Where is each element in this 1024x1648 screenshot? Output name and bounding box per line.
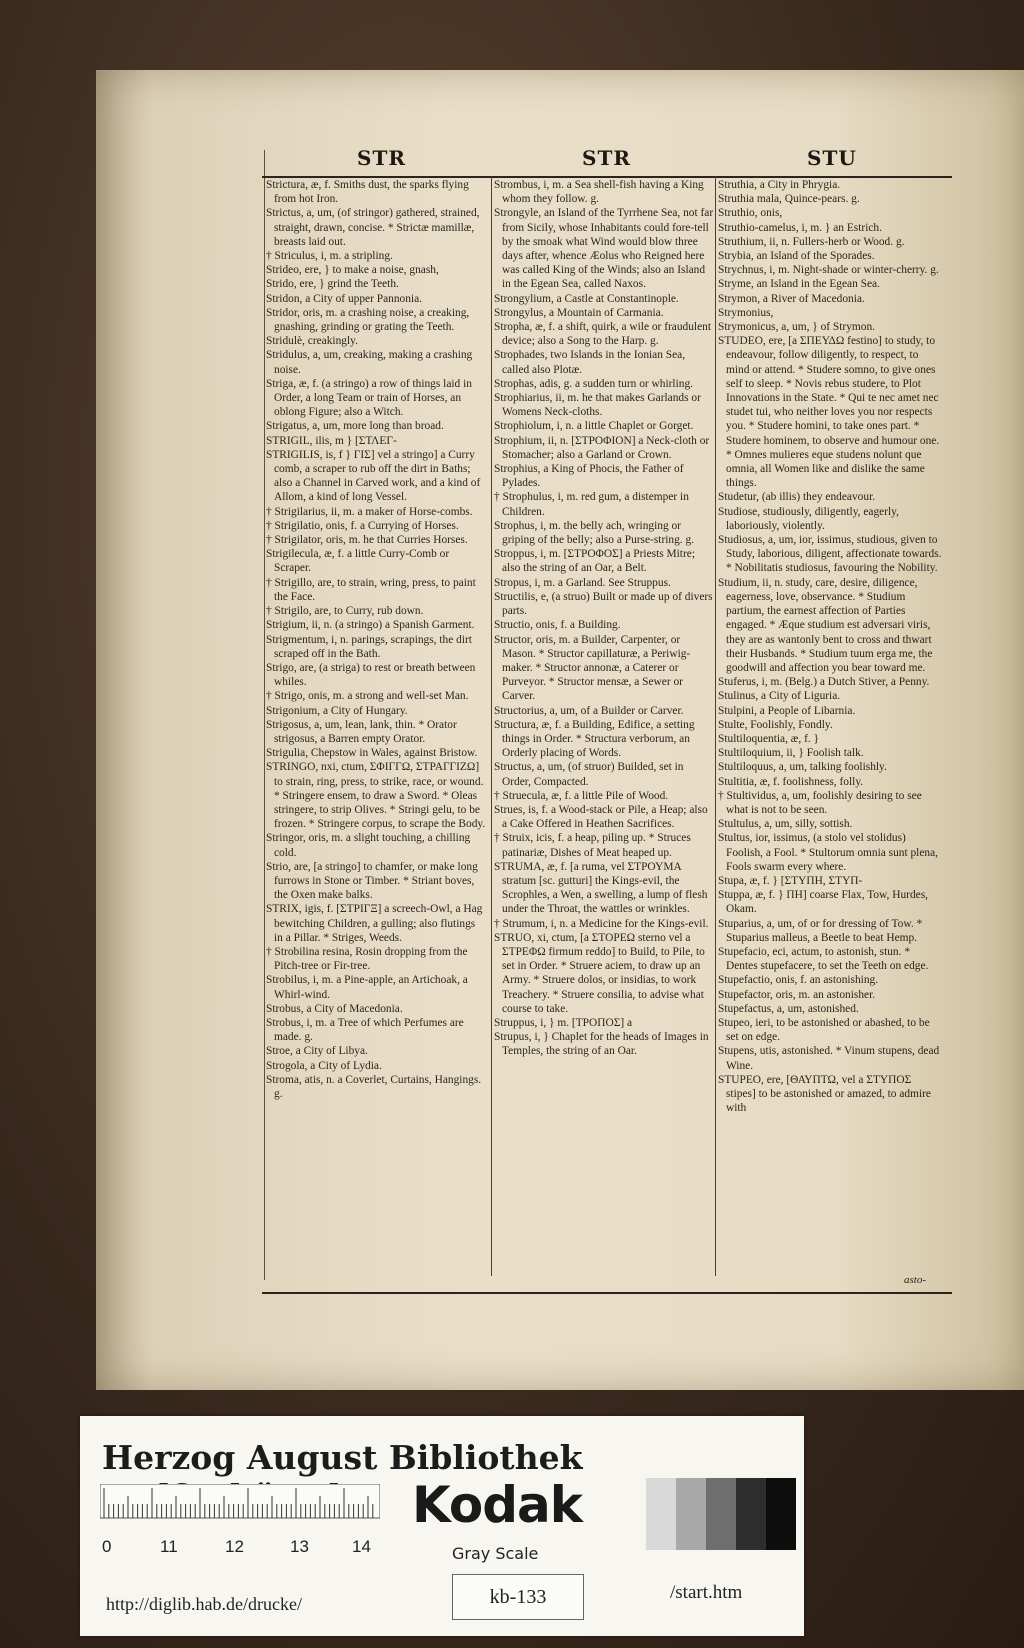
dictionary-entry: Strophus, i, m. the belly ach, wringing or griping of the belly; also a Purse-string. g. [494,519,695,547]
dictionary-entry: Strigonium, a City of Hungary. [266,704,408,717]
ruler-number: 11 [160,1537,178,1556]
dictionary-entry: Strophium, ii, n. [ΣΤΡΟΦΙΟΝ] a Neck-cloth or Stomacher; also a Garland or Crown. [494,434,710,461]
dictionary-entry: Strigatus, a, um, more long than broad. [266,420,444,433]
dictionary-entry: Struthio, onis, [718,207,783,220]
dictionary-entry: Strio, are, [a stringo] to chamfer, or make long furrows in Stone or Timber. * Striant boves, the Oxen make balks. [266,860,478,902]
dictionary-entry: † Strobilina resina, Rosin dropping from the Pitch-tree or Fir-tree. [266,945,468,973]
dictionary-entry: Stultus, ior, issimus, (a stolo vel stolidus) Foolish, a Fool. * Stultorum omnia sunt plena, Fools swarm every where. [718,832,938,873]
dictionary-entry: Stupeo, ieri, to be astonished or abashed, to be set on edge. [718,1016,930,1044]
dictionary-entry: Studetur, (ab illis) they endeavour. [718,491,876,504]
dictionary-entry: Struthio-camelus, i, m. } an Estrich. [718,221,882,234]
dictionary-entry: Stroma, atis, n. a Coverlet, Curtains, Hangings. g. [266,1073,482,1100]
dictionary-entry: Stulinus, a City of Liguria. [718,690,841,703]
dictionary-entry: Struthia mala, Quince-pears. g. [718,193,860,206]
dictionary-entry: Strigmentum, i, n. parings, scrapings, the dirt scraped off in the Bath. [266,633,472,660]
dictionary-entry: Strymonicus, a, um, } of Strymon. [718,321,876,334]
dictionary-entry: Structio, onis, f. a Building. [494,619,621,632]
dictionary-entry: Structura, æ, f. a Building, Edifice, a setting things in Order. * Structura verborum, an Orderly placing of Words. [494,718,695,760]
dictionary-entry: Stultiloquentia, æ, f. } [718,732,820,745]
dictionary-entry: Strophas, adis, g. a sudden turn or whirling. [494,377,693,390]
dictionary-entry: STRIX, igis, f. [ΣΤΡΙΓΞ] a screech-Owl, a Hag bewitching Children, a gulling; also flutings in a Pillar. * Striges, Weeds. [266,903,483,944]
dictionary-entry: STRIGILIS, is, f } ΓΙΣ] vel a stringo] a Curry comb, a scraper to rub off the dirt in Baths; also a Channel in Carved work, and a kind of Allom, a kind of long Vessel. [266,448,481,504]
dictionary-entry: Strobus, a City of Macedonia. [266,1002,403,1015]
dictionary-entry: Strychnus, i, m. Night-shade or winter-cherry. g. [718,264,939,277]
start-page-path: /start.htm [670,1582,743,1603]
dictionary-entry: Stridon, a City of upper Pannonia. [266,292,422,305]
dictionary-entry: Strymonius, [718,306,774,319]
dictionary-entry: Stulte, Foolishly, Fondly. [718,718,833,731]
ruler-number: 12 [225,1537,244,1556]
dictionary-entry: Stroppus, i, m. [ΣΤΡΟΦΟΣ] a Priests Mitre; also the string of an Oar, a Belt. [494,548,695,575]
dictionary-entry: Strongylus, a Mountain of Carmania. [494,306,664,319]
kodak-logo: Kodak [412,1476,582,1534]
dictionary-entry: † Strigo, onis, m. a strong and well-set Man. [266,690,469,703]
grayscale-patches [646,1478,796,1550]
library-url: http://diglib.hab.de/drucke/ [106,1594,302,1614]
grayscale-label: Gray Scale [452,1544,539,1563]
dictionary-entry: † Striculus, i, m. a stripling. [266,250,393,263]
dictionary-entry: Stultitia, æ, f. foolishness, folly. [718,775,864,788]
column-2 [494,178,714,1268]
dictionary-entry: Stupefactus, a, um, astonished. [718,1002,859,1015]
dictionary-entry: STRIGIL, ilis, m } [ΣΤΛΕΓ- [266,434,397,447]
dictionary-entry: † Struix, icis, f. a heap, piling up. * Struces patinariæ, Dishes of Meat heaped up. [494,832,691,859]
ruler-number: 0 [102,1537,112,1556]
dictionary-entry: Studiose, studiously, diligently, eagerly, laboriously, violently. [718,505,899,532]
dictionary-entry: Strictus, a, um, (of stringor) gathered, strained, straight, drawn, concise. * Strictæ mamillæ, breasts laid out. [266,207,480,248]
bottom-rule [262,1292,952,1294]
running-head [262,140,952,178]
dictionary-entry: Struppus, i, } m. [ΤΡΟΠΟΣ] a [494,1016,633,1029]
dictionary-entry: Strophius, a King of Phocis, the Father of Pylades. [494,463,684,490]
dictionary-entry: STRUMA, æ, f. [a ruma, vel ΣΤΡΟΥΜΑ stratum [sc. gutturi] the Kings-evil, the Scrophles, a Wen, a swelling, a lump of flesh under the Throat, the wattles or wrinkles. [494,860,708,916]
dictionary-entry: Structorius, a, um, of a Builder or Carver. [494,704,684,717]
page-frame-rule [264,150,265,1280]
dictionary-entry: Structor, oris, m. a Builder, Carpenter, or Mason. * Structor capillaturæ, a Periwig-maker. * Structor annonæ, a Caterer or Purveyor. * Structor mensæ, a Sewer or Carver. [494,633,691,703]
shelfmark-box: kb-133 [452,1574,584,1620]
dictionary-entry: Strido, ere, } grind the Teeth. [266,278,399,291]
dictionary-entry: Strictura, æ, f. Smiths dust, the sparks flying from hot Iron. [266,179,469,206]
dictionary-entry: Strombus, i, m. a Sea shell-fish having a King whom they follow. g. [494,179,704,206]
dictionary-entry: † Strigilatio, onis, f. a Currying of Horses. [266,519,459,532]
dictionary-entry: Stupens, utis, astonished. * Vinum stupens, dead Wine. [718,1045,940,1072]
dictionary-entry: Strigulia, Chepstow in Wales, against Bristow. [266,747,478,760]
head-word-center: STR [582,146,631,170]
dictionary-entry: Studiosus, a, um, ior, issimus, studious, given to Study, laborious, diligent, affectionate towards. * Nobilitatis studiosus, favouring the Nobility. [718,534,942,575]
dictionary-entry: Stuppa, æ, f. } ΠΗ] coarse Flax, Tow, Hurdes, Okam. [718,889,928,916]
dictionary-entry: Stroe, a City of Libya. [266,1045,368,1058]
dictionary-entry: Stulpini, a People of Libarnia. [718,704,856,717]
dictionary-entry: Strigium, ii, n. (a stringo) a Spanish Garment. [266,619,475,632]
dictionary-entry: Strongyle, an Island of the Tyrrhene Sea, not far from Sicily, whose Inhabitants could fore-tell by the smoak what Wind would blow three days after, whence Æolus who Reigned here was called King of the Winds; also an Island in the Egean Sea, called Naxos. [494,207,714,291]
dictionary-entry: Stupefactor, oris, m. an astonisher. [718,988,876,1001]
dictionary-entry: Stridulè, creakingly. [266,335,358,348]
dictionary-entry: Strobilus, i, m. a Pine-apple, an Artichoak, a Whirl-wind. [266,974,468,1001]
library-target-card [80,1416,804,1636]
dictionary-entry: Strigo, are, (a striga) to rest or breath between whiles. [266,661,476,689]
head-word-left: STR [357,146,406,170]
dictionary-entry: † Stultividus, a, um, foolishly desiring to see what is not to be seen. [718,789,922,816]
dictionary-entry: † Strigillo, are, to strain, wring, press, to paint the Face. [266,576,476,603]
dictionary-entry: Structus, a, um, (of struor) Builded, set in Order, Compacted. [494,761,684,788]
dictionary-entry: Striga, æ, f. (a stringo) a row of things laid in Order, a long Team or train of Horses, an oblong Figure; also a Witch. [266,377,472,419]
dictionary-entry: Stryme, an Island in the Egean Sea. [718,278,880,291]
dictionary-entry: Stridulus, a, um, creaking, making a crashing noise. [266,349,473,376]
dictionary-entry: Strybia, an Island of the Sporades. [718,250,875,263]
dictionary-entry: STRINGO, nxi, ctum, ΣΦΙΓΓΩ, ΣΤΡΑΓΓΙΖΩ] to strain, ring, press, to strike, race, or wound. * Stringere ensem, to draw a Sword. * Oleas stringere, to strip Olives. * Stringi gelu, to be frozen. * Stringere corpus, to scrape the Body. [266,761,486,831]
dictionary-entry: STUDEO, ere, [a ΣΠΕΥΔΩ festino] to study, to endeavour, follow diligently, to respect, to mind or attend. * Studere somno, to give ones self to sleep. * Novis rebus studere, to Plot Innovations in the State. * Qui te nec amet nec studet tui, who neither loves you nor respects you. * Studere homini, to take ones part. * Studere hominem, to observe and humour one. * Omnes mulieres eque studens nolunt que omnia, all Women like and dislike the same things. [718,335,940,490]
scale-ruler [100,1484,380,1560]
dictionary-entry: Studium, ii, n. study, care, desire, diligence, eagerness, love, observance. * Studium partium, the earnest affection of Parties engaged. * Æque studium est adversari viris, they are as wantonly bent to cross and thwart their Husbands. * Studium tuum erga me, the goodwill and affection you bear toward me. [718,576,933,674]
column-1 [266,178,486,1268]
dictionary-entry: Strideo, ere, } to make a noise, gnash, [266,264,439,277]
dictionary-entry: † Strumum, i, n. a Medicine for the Kings-evil. [494,917,709,930]
dictionary-entry: Structilis, e, (a struo) Built or made up of divers parts. [494,590,713,618]
dictionary-entry: Stridor, oris, m. a crashing noise, a creaking, gnashing, grinding or grating the Teeth. [266,306,470,334]
dictionary-entry: Stuferus, i, m. (Belg.) a Dutch Stiver, a Penny. [718,676,930,689]
dictionary-entry: † Strophulus, i, m. red gum, a distemper in Children. [494,491,689,518]
catchword: asto- [904,1274,926,1286]
dictionary-entry: Stropha, æ, f. a shift, quirk, a wile or fraudulent device; also a Song to the Harp. g. [494,321,712,348]
dictionary-entry: Stupefacio, eci, actum, to astonish, stun. * Dentes stupefacere, to set the Teeth on edge. [718,945,929,973]
dictionary-entry: † Strigilator, oris, m. he that Curries Horses. [266,534,468,547]
dictionary-entry: Strophiolum, i, n. a little Chaplet or Gorget. [494,420,694,433]
dictionary-entry: Strigosus, a, um, lean, lank, thin. * Orator strigosus, a Barren empty Orator. [266,718,457,745]
column-rule [491,176,492,1276]
dictionary-entry: † Strigilo, are, to Curry, rub down. [266,605,424,618]
dictionary-entry: Stuparius, a, um, of or for dressing of Tow. * Stuparius malleus, a Beetle to beat Hemp. [718,917,923,944]
dictionary-entry: STRUO, xi, ctum, [a ΣΤΟΡΕΩ sterno vel a ΣΤΡΕΦΩ firmum reddo] to Build, to Pile, to set in Order. * Struere aciem, to draw up an Army. * Struere dolos, or insidias, to work Treachery. * Struere consilia, to advise what course to take. [494,931,705,1015]
dictionary-entry: Strigilecula, æ, f. a little Curry-Comb or Scraper. [266,548,450,575]
dictionary-entry: Stultiloquus, a, um, talking foolishly. [718,761,887,774]
dictionary-entry: Strupus, i, } Chaplet for the heads of Images in Temples, the string of an Oar. [494,1031,709,1058]
dictionary-entry: Strophades, two Islands in the Ionian Sea, called also Plotæ. [494,349,686,376]
ruler-number: 13 [290,1537,309,1556]
dictionary-entry: Stultiloquium, ii, } Foolish talk. [718,747,864,760]
dictionary-entry: Stupa, æ, f. } [ΣΤΥΠΗ, ΣΤΥΠ- [718,874,863,887]
dictionary-entry: Strogola, a City of Lydia. [266,1059,382,1072]
library-name: Herzog August Bibliothek [102,1438,583,1477]
dictionary-entry: † Strigilarius, ii, m. a maker of Horse-combs. [266,505,473,518]
column-rule [715,176,716,1276]
ruler-number: 14 [352,1537,371,1556]
dictionary-entry: Struthia, a City in Phrygia. [718,179,841,191]
dictionary-entry: Strophiarius, ii, m. he that makes Garlands or Womens Neck-cloths. [494,392,701,419]
dictionary-entry: Strymon, a River of Macedonia. [718,292,865,305]
dictionary-entry: Stropus, i, m. a Garland. See Struppus. [494,576,671,589]
dictionary-entry: Stupefactio, onis, f. an astonishing. [718,974,879,987]
dictionary-entry: † Struecula, æ, f. a little Pile of Wood. [494,789,669,802]
dictionary-entry: Strobus, i, m. a Tree of which Perfumes are made. g. [266,1016,464,1044]
dictionary-entry: STUPEO, ere, [ΘΑΥΠΤΩ, vel a ΣΤΥΠΟΣ stipes] to be astonished or amazed, to admire with [718,1073,931,1115]
dictionary-entry: Struthium, ii, n. Fullers-herb or Wood. g. [718,235,905,248]
column-3 [718,178,942,1268]
head-word-right: STU [807,146,857,170]
dictionary-entry: Strongylium, a Castle at Constantinople. [494,292,679,305]
dictionary-entry: Stultulus, a, um, silly, sottish. [718,818,853,831]
dictionary-entry: Stringor, oris, m. a slight touching, a chilling cold. [266,832,471,859]
dictionary-entry: Strues, is, f. a Wood-stack or Pile, a Heap; also a Cake Offered in Heathen Sacrifices. [494,803,708,831]
